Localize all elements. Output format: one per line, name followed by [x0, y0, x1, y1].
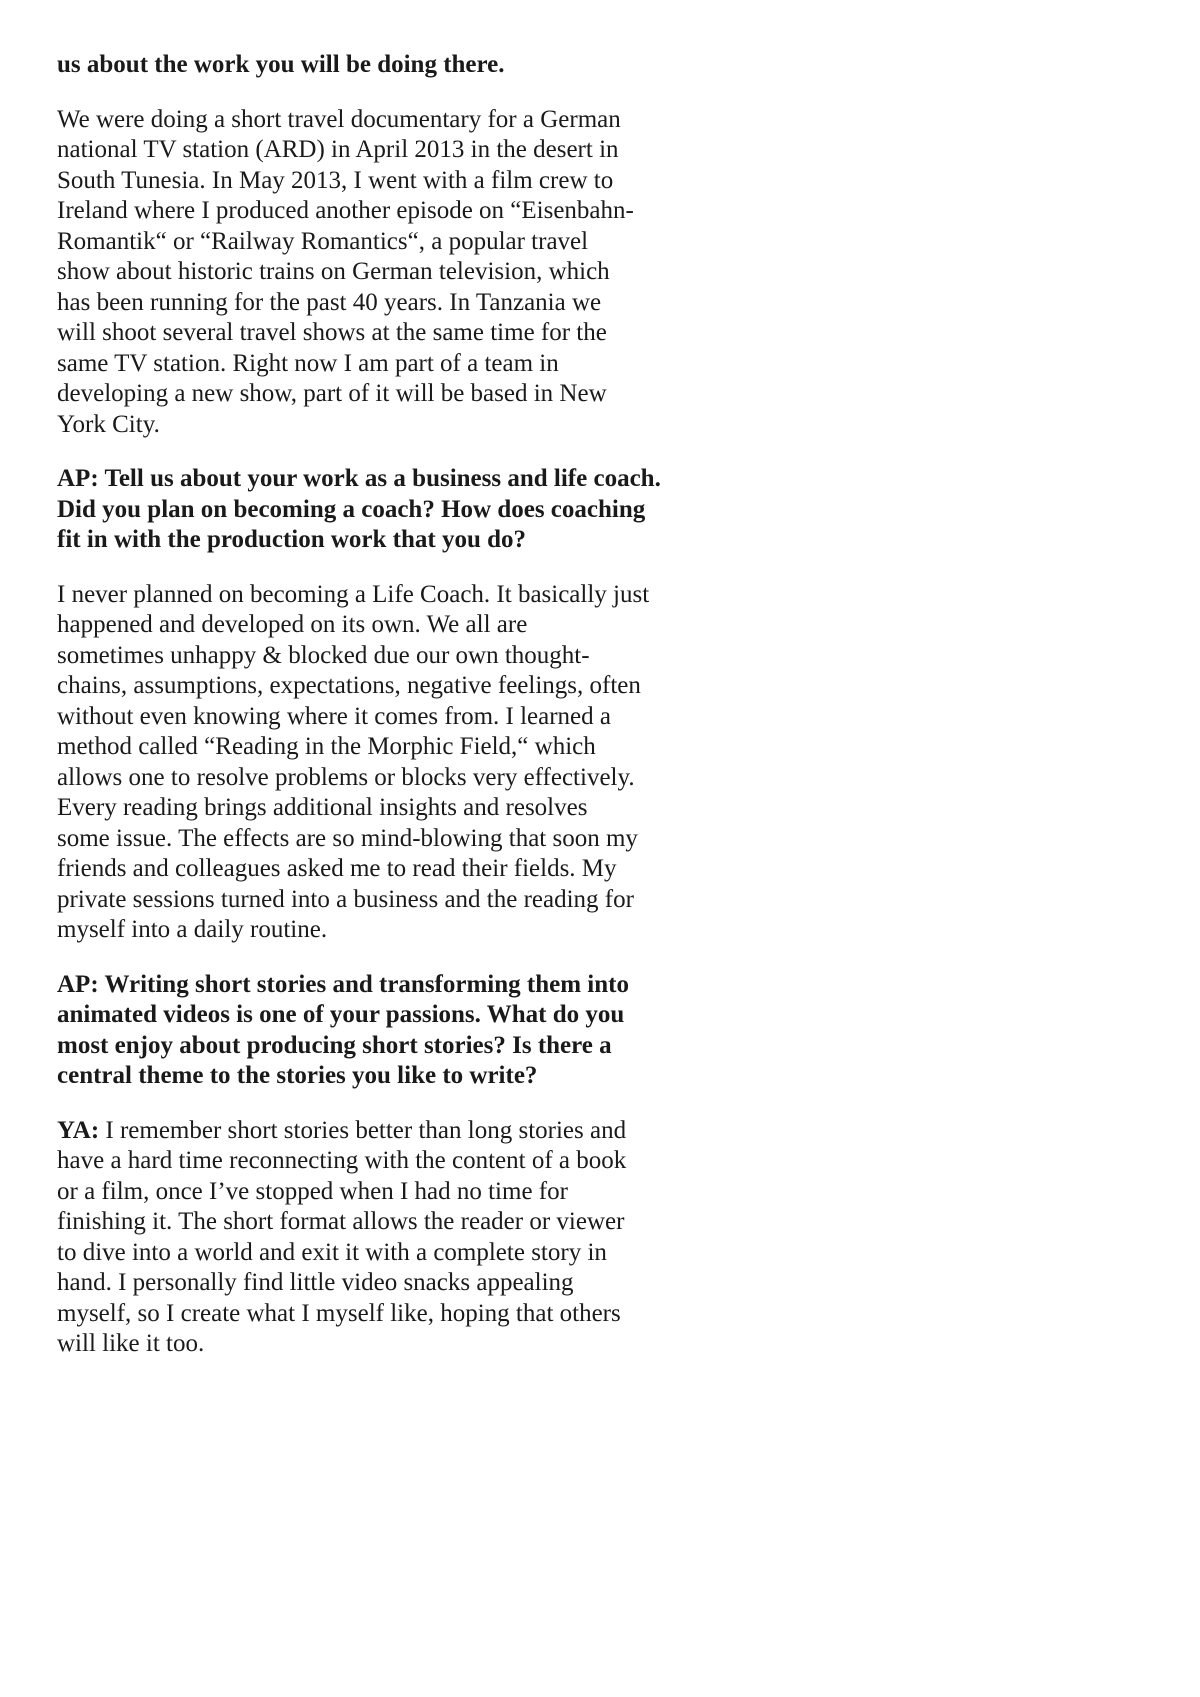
answer-paragraph	[57, 1116, 697, 1360]
text-line: myself into a daily routine.	[57, 916, 328, 943]
text-line: finishing it. The short format allows the reader or viewer	[57, 1208, 625, 1235]
text-line: happened and developed on its own. We all are	[57, 611, 528, 638]
text-line: without even knowing where it comes from. I learned a	[57, 702, 611, 730]
text-line: show about historic trains on German television, which	[57, 258, 610, 285]
text-line: friends and colleagues asked me to read their fields. My	[57, 855, 617, 882]
text-line: animated videos is one of your passions. What do you	[57, 1001, 625, 1028]
text-line: sometimes unhappy & blocked due our own thought-	[57, 641, 590, 669]
text-line: most enjoy about producing short stories? Is there a	[57, 1031, 612, 1059]
text-line: myself, so I create what I myself like, hoping that others	[57, 1299, 621, 1327]
text-line	[57, 1116, 697, 1147]
text-line: national TV station (ARD) in April 2013 in the desert in	[57, 136, 619, 163]
text-line: private sessions turned into a business and the reading for	[57, 885, 634, 913]
text-line: fit in with the production work that you do?	[57, 526, 527, 553]
text-line: us about the work you will be doing there.	[57, 51, 505, 78]
text-line: chains, assumptions, expectations, negative feelings, often	[57, 672, 641, 699]
text-line: developing a new show, part of it will be based in New	[57, 380, 607, 407]
answer-paragraph	[57, 105, 697, 441]
text-line: Did you plan on becoming a coach? How does coaching	[57, 495, 646, 523]
text-line: Every reading brings additional insights and resolves	[57, 794, 588, 821]
document-page	[57, 50, 697, 1384]
text-line: to dive into a world and exit it with a complete story in	[57, 1238, 607, 1266]
text-line: Romantik“ or “Railway Romantics“, a popular travel	[57, 227, 589, 255]
text-line: allows one to resolve problems or blocks very effectively.	[57, 763, 635, 791]
text-line: has been running for the past 40 years. In Tanzania we	[57, 288, 602, 316]
text-line: We were doing a short travel documentary for a German	[57, 105, 621, 133]
question-paragraph	[57, 970, 697, 1092]
text-line: South Tunesia. In May 2013, I went with a film crew to	[57, 166, 614, 194]
text-line: will like it too.	[57, 1330, 205, 1357]
speaker-label: YA:	[57, 1116, 100, 1144]
text-line: or a film, once I’ve stopped when I had no time for	[57, 1177, 568, 1205]
text-line: central theme to the stories you like to write?	[57, 1062, 538, 1089]
text-line: some issue. The effects are so mind-blowing that soon my	[57, 824, 638, 852]
text-line: method called “Reading in the Morphic Field,“ which	[57, 733, 596, 760]
answer-paragraph	[57, 580, 697, 946]
text-line: Ireland where I produced another episode on “Eisenbahn-	[57, 197, 634, 224]
text-line-content: I remember short stories better than long stories and	[99, 1116, 627, 1144]
text-line: AP: Writing short stories and transforming them into	[57, 970, 629, 998]
text-line: will shoot several travel shows at the same time for the	[57, 319, 607, 346]
text-line: have a hard time reconnecting with the content of a book	[57, 1147, 627, 1174]
text-line: hand. I personally find little video snacks appealing	[57, 1269, 574, 1296]
question-paragraph	[57, 50, 697, 81]
text-line: York City.	[57, 410, 160, 438]
text-line: same TV station. Right now I am part of a team in	[57, 349, 559, 377]
question-paragraph	[57, 464, 697, 556]
text-line: I never planned on becoming a Life Coach. It basically just	[57, 580, 650, 608]
text-line: AP: Tell us about your work as a business and life coach.	[57, 465, 661, 492]
